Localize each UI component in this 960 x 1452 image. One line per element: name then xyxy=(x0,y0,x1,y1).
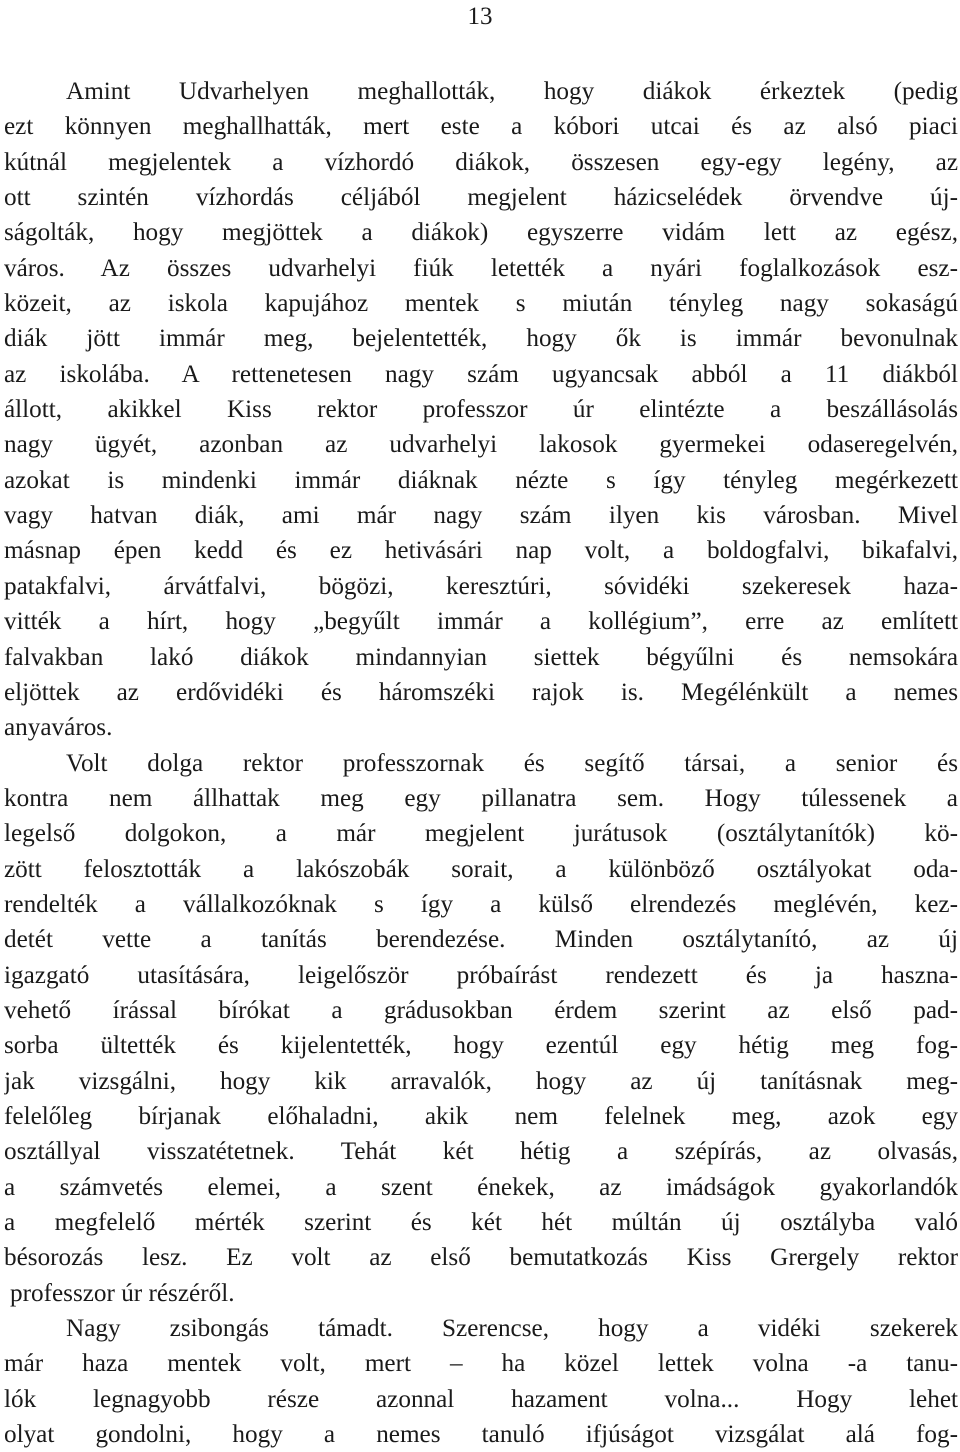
text-line: patakfalvi, árvátfalvi, bögözi, keresztúri, sóvidéki szekeresek haza- xyxy=(4,572,958,600)
text-line: felelőleg bírjanak előhaladni, akik nem felelnek meg, azok egy xyxy=(4,1102,958,1130)
text-line: sorba ültették és kijelentették, hogy ezentúl egy hétig meg fog- xyxy=(4,1032,958,1060)
text-line: közeit, az iskola kapujához mentek s miután tényleg nagy sokaságú xyxy=(4,290,958,318)
text-line: rendelték a vállalkozóknak s így a külső elrendezés meglévén, kez- xyxy=(4,890,958,918)
text-line: Volt dolga rektor professzornak és segítő társai, a senior és xyxy=(66,749,958,777)
text-line: anyaváros. xyxy=(4,714,113,742)
text-line: lók legnagyobb része azonnal hazament volna... Hogy lehet xyxy=(4,1385,958,1413)
text-line: város. Az összes udvarhelyi fiúk letették a nyári foglalkozások esz- xyxy=(4,254,958,282)
text-line: igazgató utasítására, leigelőször próbaírást rendezett és ja haszna- xyxy=(4,961,958,989)
text-line: zött felosztották a lakószobák sorait, a különböző osztályokat oda- xyxy=(4,855,958,883)
text-line: a számvetés elemei, a szent énekek, az imádságok gyakorlandók xyxy=(4,1173,958,1201)
text-line: legelső dolgokon, a már megjelent jurátusok (osztálytanítók) kö- xyxy=(4,820,958,848)
text-line: detét vette a tanítás berendezése. Minden osztálytanító, az új xyxy=(4,926,958,954)
text-line: bésorozás lesz. Ez volt az első bemutatkozás Kiss Grergely rektor xyxy=(4,1244,958,1272)
text-line: a megfelelő mérték szerint és két hét múltán új osztályba való xyxy=(4,1209,958,1236)
text-line: kontra nem állhattak meg egy pillanatra sem. Hogy túlessenek a xyxy=(4,784,958,812)
text-line: állott, akikkel Kiss rektor professzor úr elintézte a beszállásolás xyxy=(4,396,958,424)
text-line: már haza mentek volt, mert – ha közel lettek volna -a tanu- xyxy=(4,1350,958,1378)
text-line: diák jött immár meg, bejelentették, hogy ők is immár bevonulnak xyxy=(4,325,958,353)
text-line: ott szintén vízhordás céljából megjelent házicselédek örvendve új- xyxy=(4,184,958,212)
text-line: professzor úr részéről. xyxy=(10,1279,235,1307)
page-number: 13 xyxy=(467,3,493,30)
text-line: eljöttek az erdővidéki és háromszéki rajok is. Megélénkült a nemes xyxy=(4,678,958,706)
text-line: nagy ügyét, azonban az udvarhelyi lakosok gyermekei odaseregelvén, xyxy=(4,431,958,459)
text-line: Amint Udvarhelyen meghallották, hogy diákok érkeztek (pedig xyxy=(66,78,958,105)
text-line: az iskolába. A rettenetesen nagy szám ugyancsak abból a 11 diákból xyxy=(4,360,958,388)
text-line: ezt könnyen meghallhatták, mert este a kóbori utcai és az alsó piaci xyxy=(4,113,958,141)
text-line: vitték a hírt, hogy „begyűlt immár a kollégium”, erre az említett xyxy=(4,608,958,636)
text-line: másnap épen kedd és ez hetivásári nap volt, a boldogfalvi, bikafalvi, xyxy=(4,537,958,565)
text-line: falvakban lakó diákok mindannyian siettek bégyűlni és nemsokára xyxy=(4,643,958,671)
text-line: vagy hatvan diák, ami már nagy szám ilyen kis városban. Mivel xyxy=(4,502,958,530)
text-line: Nagy zsibongás támadt. Szerencse, hogy a vidéki szekerek xyxy=(66,1315,958,1343)
body-text xyxy=(4,74,958,1452)
text-line: jak vizsgálni, hogy kik arravalók, hogy az új tanításnak meg- xyxy=(4,1067,958,1095)
text-line: ságolták, hogy megjöttek a diákok) egyszerre vidám lett az egész, xyxy=(4,219,958,247)
text-line: olyat gondolni, hogy a nemes tanuló ifjúságot vizsgálat alá fog- xyxy=(4,1421,958,1449)
text-line: kútnál megjelentek a vízhordó diákok, összesen egy-egy legény, az xyxy=(4,148,958,176)
text-line: osztállyal visszatétetnek. Tehát két hétig a szépírás, az olvasás, xyxy=(4,1138,958,1166)
text-line: vehető írással bírókat a grádusokban érdem szerint az első pad- xyxy=(4,996,958,1024)
text-line: azokat is mindenki immár diáknak nézte s így tényleg megérkezett xyxy=(4,466,958,494)
